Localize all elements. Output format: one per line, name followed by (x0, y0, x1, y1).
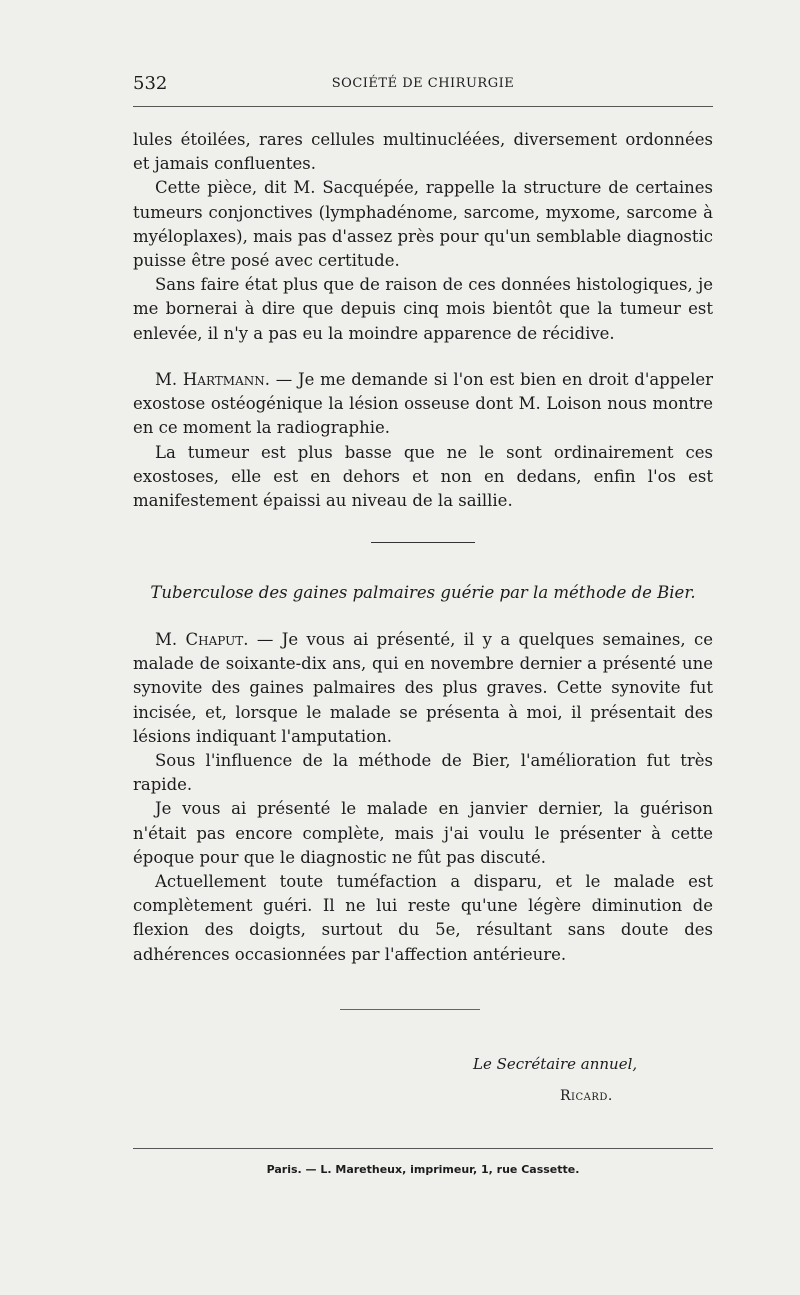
speaker-name: Hartmann (182, 370, 265, 389)
end-separator (340, 1009, 480, 1010)
paragraph: lules étoilées, rares cellules multinucléées, diversement ordonnées et jamais confluentes. (133, 130, 713, 174)
paragraph: Cette pièce, dit M. Sacquépée, rappelle la structure de certaines tumeurs conjonctives (lymphadénome, sarcome, myxome, sarcome à myéloplaxes), mais pas d'assez près pour qu'un semblable diagnostic puisse être posé avec certitude. (133, 178, 713, 271)
running-title: SOCIÉTÉ DE CHIRURGIE (331, 76, 515, 91)
section-hartmann (133, 368, 713, 513)
signature-name: Ricard. (560, 1088, 613, 1104)
section-chaput (133, 628, 713, 967)
paragraph: Sans faire état plus que de raison de ces données histologiques, je me bornerai à dire que depuis cinq mois bientôt que la tumeur est enlevée, il n'y a pas eu la moindre apparence de récidive. (133, 275, 713, 343)
paragraph-text: . — Je vous ai présenté, il y a quelques semaines, ce malade de soixante-dix ans, qui en novembre dernier a présenté une synovite des gaines palmaires des plus graves. Cette synovite fut incisée, et, lorsque le malade se présenta à moi, il présentait des lésions indiquant l'amputation. (133, 630, 714, 746)
header-rule (133, 106, 713, 107)
page-number: 532 (133, 73, 168, 94)
paragraph: Actuellement toute tuméfaction a disparu, et le malade est complètement guéri. Il ne lui reste qu'une légère diminution de flexion des doigts, surtout du 5e, résultant sans doute des adhérences occasionnées par l'affection antérieure. (133, 872, 713, 964)
paragraph: La tumeur est plus basse que ne le sont ordinairement ces exostoses, elle est en dehors et non en dedans, enfin l'os est manifestement épaissi au niveau de la saillie. (133, 442, 713, 511)
speaker-prefix: M. (155, 630, 186, 649)
signature-role: Le Secrétaire annuel, (473, 1055, 638, 1073)
paragraph (133, 368, 713, 441)
section-separator (371, 542, 475, 543)
page-header (133, 73, 713, 97)
paragraph: Je vous ai présenté le malade en janvier dernier, la guérison n'était pas encore complète, mais j'ai voulu le présenter à cette époque pour que le diagnostic ne fût pas discuté. (133, 799, 713, 867)
footer-rule (133, 1148, 713, 1149)
paragraph (133, 628, 713, 749)
section-title: Tuberculose des gaines palmaires guérie par la méthode de Bier. (150, 583, 696, 602)
paragraph-text: . — Je me demande si l'on est bien en droit d'appeler exostose ostéogénique la lésion osseuse dont M. Loison nous montre en ce moment la radiographie. (133, 370, 714, 438)
speaker-name: Chaput (185, 630, 244, 649)
paragraph: Sous l'influence de la méthode de Bier, l'amélioration fut très rapide. (133, 751, 713, 795)
section-sacquepee (133, 128, 713, 346)
speaker-prefix: M. (155, 370, 183, 389)
printer-imprint: Paris. — L. Maretheux, imprimeur, 1, rue Cassette. (266, 1163, 580, 1176)
